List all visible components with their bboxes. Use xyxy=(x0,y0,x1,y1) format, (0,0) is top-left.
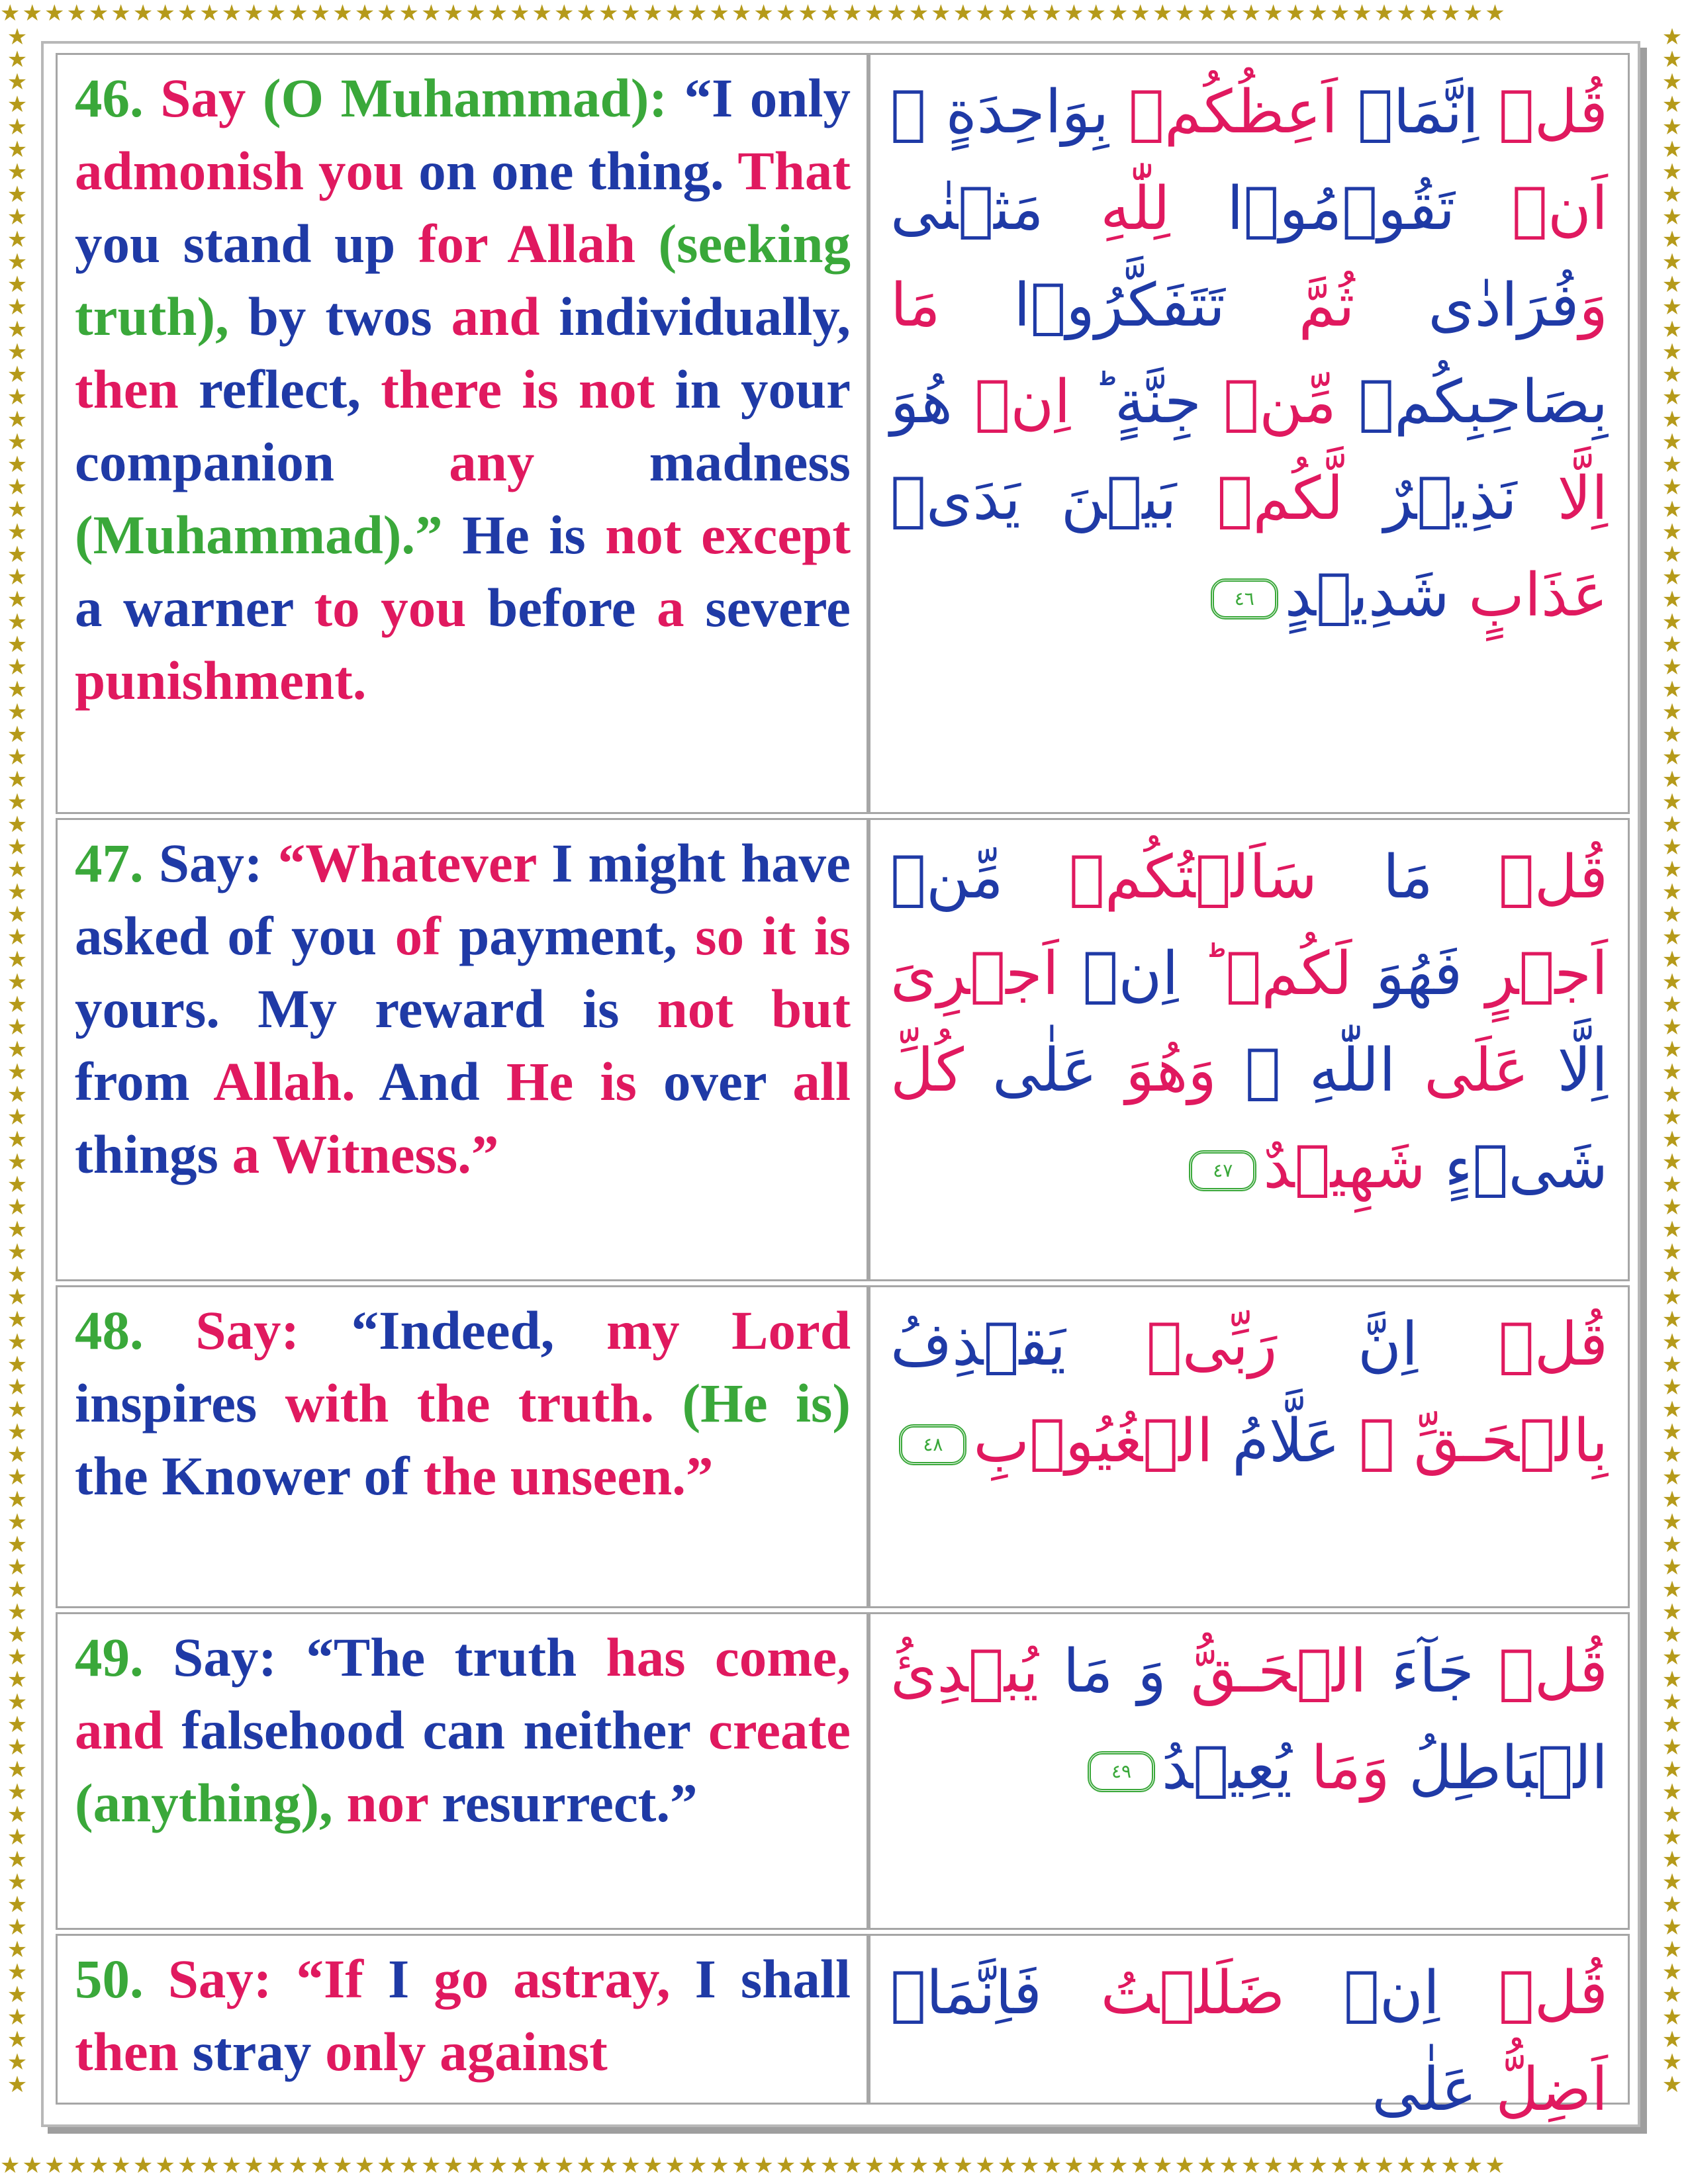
translation-segment: on one thing. xyxy=(404,140,738,201)
translation-segment: “Indeed, xyxy=(299,1300,606,1361)
arabic-word: بِالۡحَـقِّ ۚ xyxy=(1340,1406,1608,1476)
arabic-word: شَىۡءٍ xyxy=(1425,1132,1608,1202)
arabic-word: اِنَّ xyxy=(1277,1310,1419,1379)
translation-segment: Say xyxy=(160,68,263,128)
arabic-text xyxy=(868,1612,1630,1930)
arabic-word: قُلۡ xyxy=(1440,1958,1608,2028)
star-border-bottom: ★★★★★★★★★★★★★★★★★★★★★★★★★★★★★★★★★★★★★★★★★★★★★★★★★★★★★★★★★★★★★★★★★★★★ xyxy=(0,2155,1507,2178)
arabic-word: الۡبَاطِلُ xyxy=(1389,1733,1608,1803)
arabic-word: اَنۡ xyxy=(1455,174,1608,244)
translation-segment: And xyxy=(355,1051,506,1112)
translation-segment: admonish you xyxy=(75,140,404,201)
translation-segment: a warner xyxy=(75,577,314,638)
translation-segment: any xyxy=(449,432,535,492)
arabic-word: يُبۡدِئُ xyxy=(890,1637,1039,1706)
translation-segment: my Lord xyxy=(606,1300,851,1361)
translation-segment: over xyxy=(636,1051,793,1112)
english-translation xyxy=(56,818,868,1281)
arabic-word: تَتَفَكَّرُوۡا xyxy=(940,271,1225,340)
arabic-word: ثُمَّ xyxy=(1225,271,1355,340)
translation-segment: the unseen.” xyxy=(423,1445,714,1506)
page-frame xyxy=(41,41,1640,2127)
translation-segment: and xyxy=(75,1700,164,1760)
arabic-word: لَكُمۡ ؕ xyxy=(1178,939,1352,1009)
translation-segment: He is xyxy=(506,1051,637,1112)
arabic-word: جَآءَ xyxy=(1366,1637,1474,1706)
arabic-word: اللّٰهِ ۚ xyxy=(1216,1036,1396,1105)
translation-segment: then xyxy=(75,2021,193,2082)
translation-segment: not except xyxy=(605,504,851,565)
translation-segment: “I only xyxy=(667,68,851,128)
translation-segment: there is not xyxy=(381,359,655,420)
ayah-number-marker: ٤٦ xyxy=(1211,578,1278,619)
arabic-word: فَاِنَّمَاۤ xyxy=(890,1958,1042,2028)
translation-segment: and xyxy=(451,286,540,347)
arabic-word: بَيۡنَ يَدَىۡ xyxy=(890,464,1177,533)
arabic-word: فَهُوَ xyxy=(1352,939,1463,1009)
arabic-word: وَمَا xyxy=(1291,1733,1390,1803)
arabic-word: قُلۡ xyxy=(1474,1637,1608,1706)
arabic-word: الۡحَـقُّ xyxy=(1166,1637,1367,1706)
arabic-word: وَهُوَ xyxy=(1097,1036,1217,1105)
translation-segment: to you xyxy=(314,577,467,638)
star-border-left: ★★★★★★★★★★★★★★★★★★★★★★★★★★★★★★★★★★★★★★★★★★★★★★★★★★★★★★★★★★★★★★★★★★★★★★★★★★★★★★★★★★★★★★★★★★★★ xyxy=(7,26,28,2097)
ayah-number-marker: ٤٨ xyxy=(899,1424,966,1465)
arabic-word: لِلّٰهِ xyxy=(1043,174,1170,244)
arabic-word: عَذَابٍ xyxy=(1449,561,1608,630)
translation-segment: not but xyxy=(657,978,851,1039)
arabic-word: هُوَ xyxy=(890,367,953,437)
arabic-word: قُلۡ xyxy=(1432,842,1608,912)
arabic-word: شَهِيۡدٌ xyxy=(1263,1132,1426,1202)
translation-segment: of xyxy=(395,905,441,966)
translation-segment: so it is xyxy=(695,905,851,966)
translation-segment: yours. My reward is xyxy=(75,978,657,1039)
translation-segment: individually, xyxy=(539,286,851,347)
ayah-number-marker: ٤٩ xyxy=(1088,1751,1155,1792)
verse-row-46 xyxy=(56,53,1630,814)
english-translation xyxy=(56,1612,868,1930)
translation-segment: with the truth. xyxy=(285,1373,655,1433)
arabic-word: شَدِيۡدٍ xyxy=(1284,561,1450,630)
translation-segment: by twos xyxy=(228,286,451,347)
arabic-word: قُلۡ xyxy=(1479,77,1608,147)
translation-segment: only against xyxy=(311,2021,608,2082)
arabic-word: وَ xyxy=(1579,271,1608,340)
translation-segment: (O Muhammad): xyxy=(262,68,667,128)
translation-segment: madness xyxy=(534,432,851,492)
english-translation xyxy=(56,1285,868,1608)
translation-segment: severe xyxy=(684,577,851,638)
translation-segment: in your companion xyxy=(75,359,851,492)
translation-segment: then xyxy=(75,359,179,420)
translation-segment: create xyxy=(708,1700,851,1760)
translation-segment: all xyxy=(792,1051,851,1112)
translation-segment: He is xyxy=(442,504,606,565)
arabic-word: اِنۡ xyxy=(952,367,1071,437)
translation-segment: 48. xyxy=(75,1300,196,1361)
arabic-word: الۡغُيُوۡبِ xyxy=(973,1406,1213,1476)
translation-segment: “Whatever xyxy=(277,833,537,893)
arabic-word: مَا xyxy=(1317,842,1433,912)
arabic-word: يُعِيۡدُ xyxy=(1162,1733,1292,1803)
arabic-word: رَبِّىۡ xyxy=(1066,1310,1278,1379)
arabic-word: اِنۡ xyxy=(1285,1958,1440,2028)
arabic-word: اَجۡرِىَ xyxy=(890,939,1059,1009)
translation-segment: Say: xyxy=(195,1300,300,1361)
arabic-word: مِّنۡ xyxy=(1201,367,1336,437)
arabic-word: عَلٰى xyxy=(964,1036,1098,1105)
star-border-top: ★★★★★★★★★★★★★★★★★★★★★★★★★★★★★★★★★★★★★★★★★★★★★★★★★★★★★★★★★★★★★★★★★★★★ xyxy=(0,3,1507,26)
translation-segment: Allah. xyxy=(213,1051,355,1112)
arabic-word: فُرَادٰى xyxy=(1354,271,1579,340)
arabic-word: نَذِيۡرٌ xyxy=(1343,464,1517,533)
english-translation xyxy=(56,53,868,814)
arabic-word: مَا xyxy=(890,271,941,340)
arabic-word: اِنَّمَاۤ xyxy=(1338,77,1479,147)
translation-segment: nor xyxy=(346,1772,428,1833)
translation-segment: (He is) xyxy=(654,1373,851,1433)
arabic-word: بِوَاحِدَةٍ ۚ xyxy=(890,77,1109,147)
translation-segment: I shall xyxy=(694,1948,851,2009)
arabic-word: اَعِظُكُمۡ xyxy=(1109,77,1338,147)
translation-segment: reflect, xyxy=(178,359,381,420)
arabic-word: مَثۡنٰى xyxy=(890,174,1044,244)
translation-segment: (anything), xyxy=(75,1772,333,1833)
translation-segment xyxy=(333,1772,347,1833)
translation-segment: the Knower of xyxy=(75,1445,424,1506)
star-border-right: ★★★★★★★★★★★★★★★★★★★★★★★★★★★★★★★★★★★★★★★★★★★★★★★★★★★★★★★★★★★★★★★★★★★★★★★★★★★★★★★★★★★★★★★★★★★★ xyxy=(1662,26,1683,2097)
translation-segment: Say: “The truth xyxy=(173,1627,606,1688)
arabic-word: ضَلَلۡتُ xyxy=(1041,1958,1286,2028)
arabic-word: اَجۡرٍ xyxy=(1462,939,1609,1009)
translation-segment: 49. xyxy=(75,1627,173,1688)
english-translation xyxy=(56,1934,868,2105)
translation-segment: a xyxy=(657,577,684,638)
translation-segment: a Witness.” xyxy=(232,1124,499,1185)
arabic-word: تَقُوۡمُوۡا xyxy=(1170,174,1456,244)
translation-segment: punishment. xyxy=(75,650,367,711)
translation-segment: payment, xyxy=(440,905,696,966)
translation-segment: (Muhammad).” xyxy=(75,504,443,565)
arabic-word: سَاَلۡتُكُمۡ xyxy=(1003,842,1317,912)
arabic-text xyxy=(868,1934,1630,2124)
arabic-word: مِّنۡ xyxy=(890,842,1004,912)
translation-segment: from xyxy=(75,1051,214,1112)
translation-segment: Say: xyxy=(158,833,278,893)
arabic-text xyxy=(868,53,1630,814)
translation-segment: I xyxy=(387,1948,410,2009)
translation-segment: you stand up xyxy=(75,213,418,274)
arabic-word: وَ مَا xyxy=(1038,1637,1166,1706)
arabic-word: قُلۡ xyxy=(1418,1310,1608,1379)
verse-row-49 xyxy=(56,1612,1630,1930)
translation-segment: things xyxy=(75,1124,232,1185)
arabic-word: اِلَّا xyxy=(1517,464,1609,533)
translation-segment: inspires xyxy=(75,1373,285,1433)
translation-segment: I might have asked of you xyxy=(75,833,851,966)
arabic-word: بِصَاحِبِكُمۡ xyxy=(1336,367,1609,437)
arabic-word: اِلَّا xyxy=(1528,1036,1609,1105)
ayah-number-marker: ٤٧ xyxy=(1189,1150,1256,1191)
translation-segment: (seeking truth), xyxy=(75,213,851,347)
arabic-word: عَلَّامُ xyxy=(1213,1406,1340,1476)
arabic-word: لَّكُمۡ xyxy=(1176,464,1344,533)
arabic-word: عَلَى xyxy=(1395,1036,1529,1105)
verse-row-48 xyxy=(56,1285,1630,1608)
arabic-word: يَقۡذِفُ xyxy=(890,1310,1066,1379)
arabic-word: اَضِلُّ xyxy=(1476,2055,1608,2124)
translation-segment: go astray, xyxy=(409,1948,695,2009)
verse-row-50 xyxy=(56,1934,1630,2124)
arabic-word: كُلِّ xyxy=(890,1036,964,1105)
arabic-word: اِنۡ xyxy=(1058,939,1179,1009)
translation-segment: Say: “If xyxy=(167,1948,388,2009)
translation-segment: has come, xyxy=(606,1627,851,1688)
translation-segment: falsehood can neither xyxy=(163,1700,708,1760)
arabic-word: عَلٰى xyxy=(1372,2055,1477,2124)
arabic-text xyxy=(868,1285,1630,1608)
translation-segment: That xyxy=(737,140,851,201)
translation-segment: for Allah xyxy=(418,213,635,274)
translation-segment: before xyxy=(466,577,657,638)
translation-segment: 46. xyxy=(75,68,161,128)
translation-segment: stray xyxy=(192,2021,312,2082)
translation-segment: 47. xyxy=(75,833,159,893)
arabic-text xyxy=(868,818,1630,1281)
arabic-word: جِنَّةٍ ؕ xyxy=(1070,367,1201,437)
translation-segment: resurrect.” xyxy=(428,1772,698,1833)
verse-row-47 xyxy=(56,818,1630,1281)
translation-segment: 50. xyxy=(75,1948,168,2009)
